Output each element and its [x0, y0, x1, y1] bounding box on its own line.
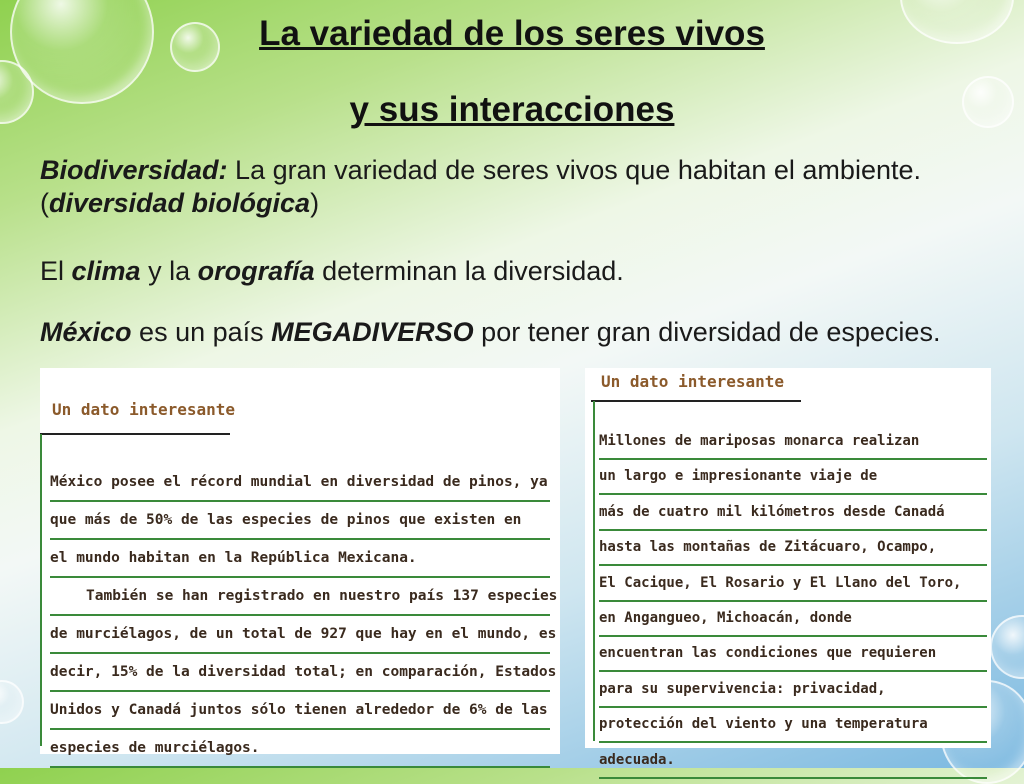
fact-box-heading: Un dato interesante: [52, 400, 236, 419]
clima-post: determinan la diversidad.: [314, 256, 624, 286]
fact-box-monarca: [585, 368, 991, 768]
fact-line: que más de 50% de las especies de pinos que existen en: [50, 506, 550, 540]
biodiversidad-text: La gran variedad de seres vivos que habitan el ambiente. (: [40, 155, 921, 218]
paragraph-mexico: [40, 316, 990, 349]
fact-line: hasta las montañas de Zitácuaro, Ocampo,: [599, 534, 987, 566]
term-orografia: orografía: [197, 256, 315, 286]
biodiversidad-italic: diversidad biológica: [49, 188, 311, 218]
term-megadiverso: MEGADIVERSO: [271, 317, 474, 347]
fact-line: México posee el récord mundial en diversidad de pinos, ya: [50, 468, 550, 502]
biodiversidad-close: ): [310, 188, 320, 218]
fact-box-pinos: [40, 368, 560, 754]
fact-line: decir, 15% de la diversidad total; en comparación, Estados: [50, 658, 550, 692]
fact-line: un largo e impresionante viaje de: [599, 463, 987, 495]
bubble-decoration: [0, 680, 24, 724]
fact-line: encuentran las condiciones que requieren: [599, 640, 987, 672]
fact-text-lines: [599, 428, 987, 782]
paragraph-clima: [40, 255, 990, 288]
heading-rule: [591, 400, 801, 402]
fact-line: de murciélagos, de un total de 927 que hay en el mundo, es: [50, 620, 550, 654]
page-title: La variedad de los seres vivos: [259, 14, 765, 53]
fact-line: para su supervivencia: privacidad,: [599, 676, 987, 708]
margin-line: [40, 434, 42, 746]
fact-line: en Angangueo, Michoacán, donde: [599, 605, 987, 637]
fact-line: especies de murciélagos.: [50, 734, 550, 768]
paragraph-biodiversidad: [40, 154, 990, 220]
fact-text-lines: [50, 468, 558, 772]
clima-pre: El: [40, 256, 72, 286]
term-mexico: México: [40, 317, 132, 347]
fact-line: El Cacique, El Rosario y El Llano del Toro,: [599, 570, 987, 602]
fact-line: adecuada.: [599, 747, 987, 779]
term-biodiversidad: Biodiversidad:: [40, 155, 228, 185]
fact-line: Millones de mariposas monarca realizan: [599, 428, 987, 460]
clima-mid: y la: [140, 256, 198, 286]
term-clima: clima: [71, 256, 141, 286]
bubble-decoration: [990, 615, 1024, 679]
fact-line: más de cuatro mil kilómetros desde Canadá: [599, 499, 987, 531]
fact-line: Unidos y Canadá juntos sólo tienen alrededor de 6% de las: [50, 696, 550, 730]
margin-line: [593, 401, 595, 741]
mexico-post: por tener gran diversidad de especies.: [473, 317, 941, 347]
fact-line: el mundo habitan en la República Mexicana.: [50, 544, 550, 578]
fact-line: protección del viento y una temperatura: [599, 711, 987, 743]
fact-box-heading: Un dato interesante: [601, 372, 785, 391]
heading-rule: [40, 433, 230, 435]
mexico-mid: es un país: [131, 317, 272, 347]
page-subtitle: y sus interacciones: [349, 90, 675, 129]
fact-line: También se han registrado en nuestro país 137 especies: [50, 582, 550, 616]
